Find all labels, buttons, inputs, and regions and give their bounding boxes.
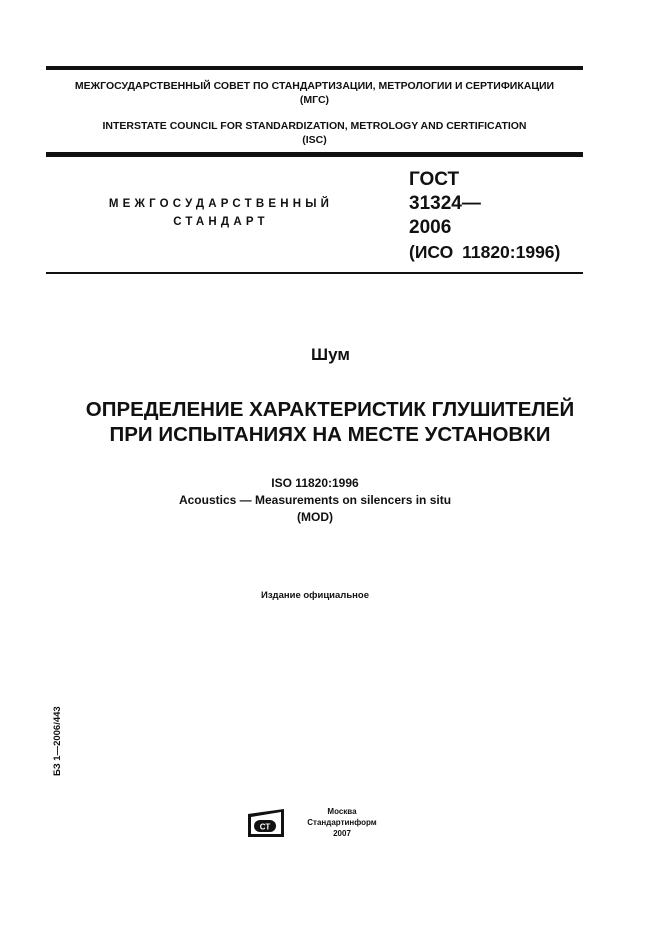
standard-type-line2: СТАНДАРТ xyxy=(173,216,269,228)
standard-type-line1: МЕЖГОСУДАРСТВЕННЫЙ xyxy=(108,198,334,210)
iso-reference-block xyxy=(100,475,530,526)
publisher-info xyxy=(294,806,390,839)
council-en xyxy=(46,120,583,147)
document-title xyxy=(30,397,630,447)
top-rule xyxy=(46,66,583,70)
standartinform-logo-icon xyxy=(246,808,286,838)
gost-year: 2006 xyxy=(409,217,452,238)
gost-number: 31324— xyxy=(409,193,481,214)
publisher-city: Москва xyxy=(327,807,357,816)
gost-label: ГОСТ xyxy=(409,169,460,190)
edition-note: Издание официальное xyxy=(261,590,369,601)
council-ru-name: МЕЖГОСУДАРСТВЕННЫЙ СОВЕТ ПО СТАНДАРТИЗАЦИИ, МЕТРОЛОГИИ И СЕРТИФИКАЦИИ xyxy=(74,80,555,92)
council-en-abbr: (ISC) xyxy=(302,133,327,146)
publisher-logo xyxy=(246,808,286,838)
council-ru xyxy=(46,80,583,107)
middle-rule xyxy=(46,152,583,157)
svg-text:СТ: СТ xyxy=(259,822,271,832)
iso-title: Acoustics — Measurements on silencers in situ xyxy=(178,493,452,507)
gost-iso-reference: (ИСО 11820:1996) xyxy=(409,242,561,262)
standard-type xyxy=(86,195,356,231)
bottom-rule xyxy=(46,272,583,274)
subject-heading: Шум xyxy=(311,345,350,364)
iso-mod: (MOD) xyxy=(297,510,333,524)
document-title-line2: ПРИ ИСПЫТАНИЯХ НА МЕСТЕ УСТАНОВКИ xyxy=(109,423,551,446)
gost-designation xyxy=(409,168,560,264)
publisher-name: Стандартинформ xyxy=(307,818,377,827)
iso-number: ISO 11820:1996 xyxy=(271,476,359,490)
council-en-name: INTERSTATE COUNCIL FOR STANDARDIZATION, METROLOGY AND CERTIFICATION xyxy=(102,120,527,132)
document-title-line1: ОПРЕДЕЛЕНИЕ ХАРАКТЕРИСТИК ГЛУШИТЕЛЕЙ xyxy=(85,398,575,421)
side-code: БЗ 1—2006/443 xyxy=(52,706,63,776)
publisher-year: 2007 xyxy=(333,829,351,838)
council-ru-abbr: (МГС) xyxy=(299,93,330,106)
